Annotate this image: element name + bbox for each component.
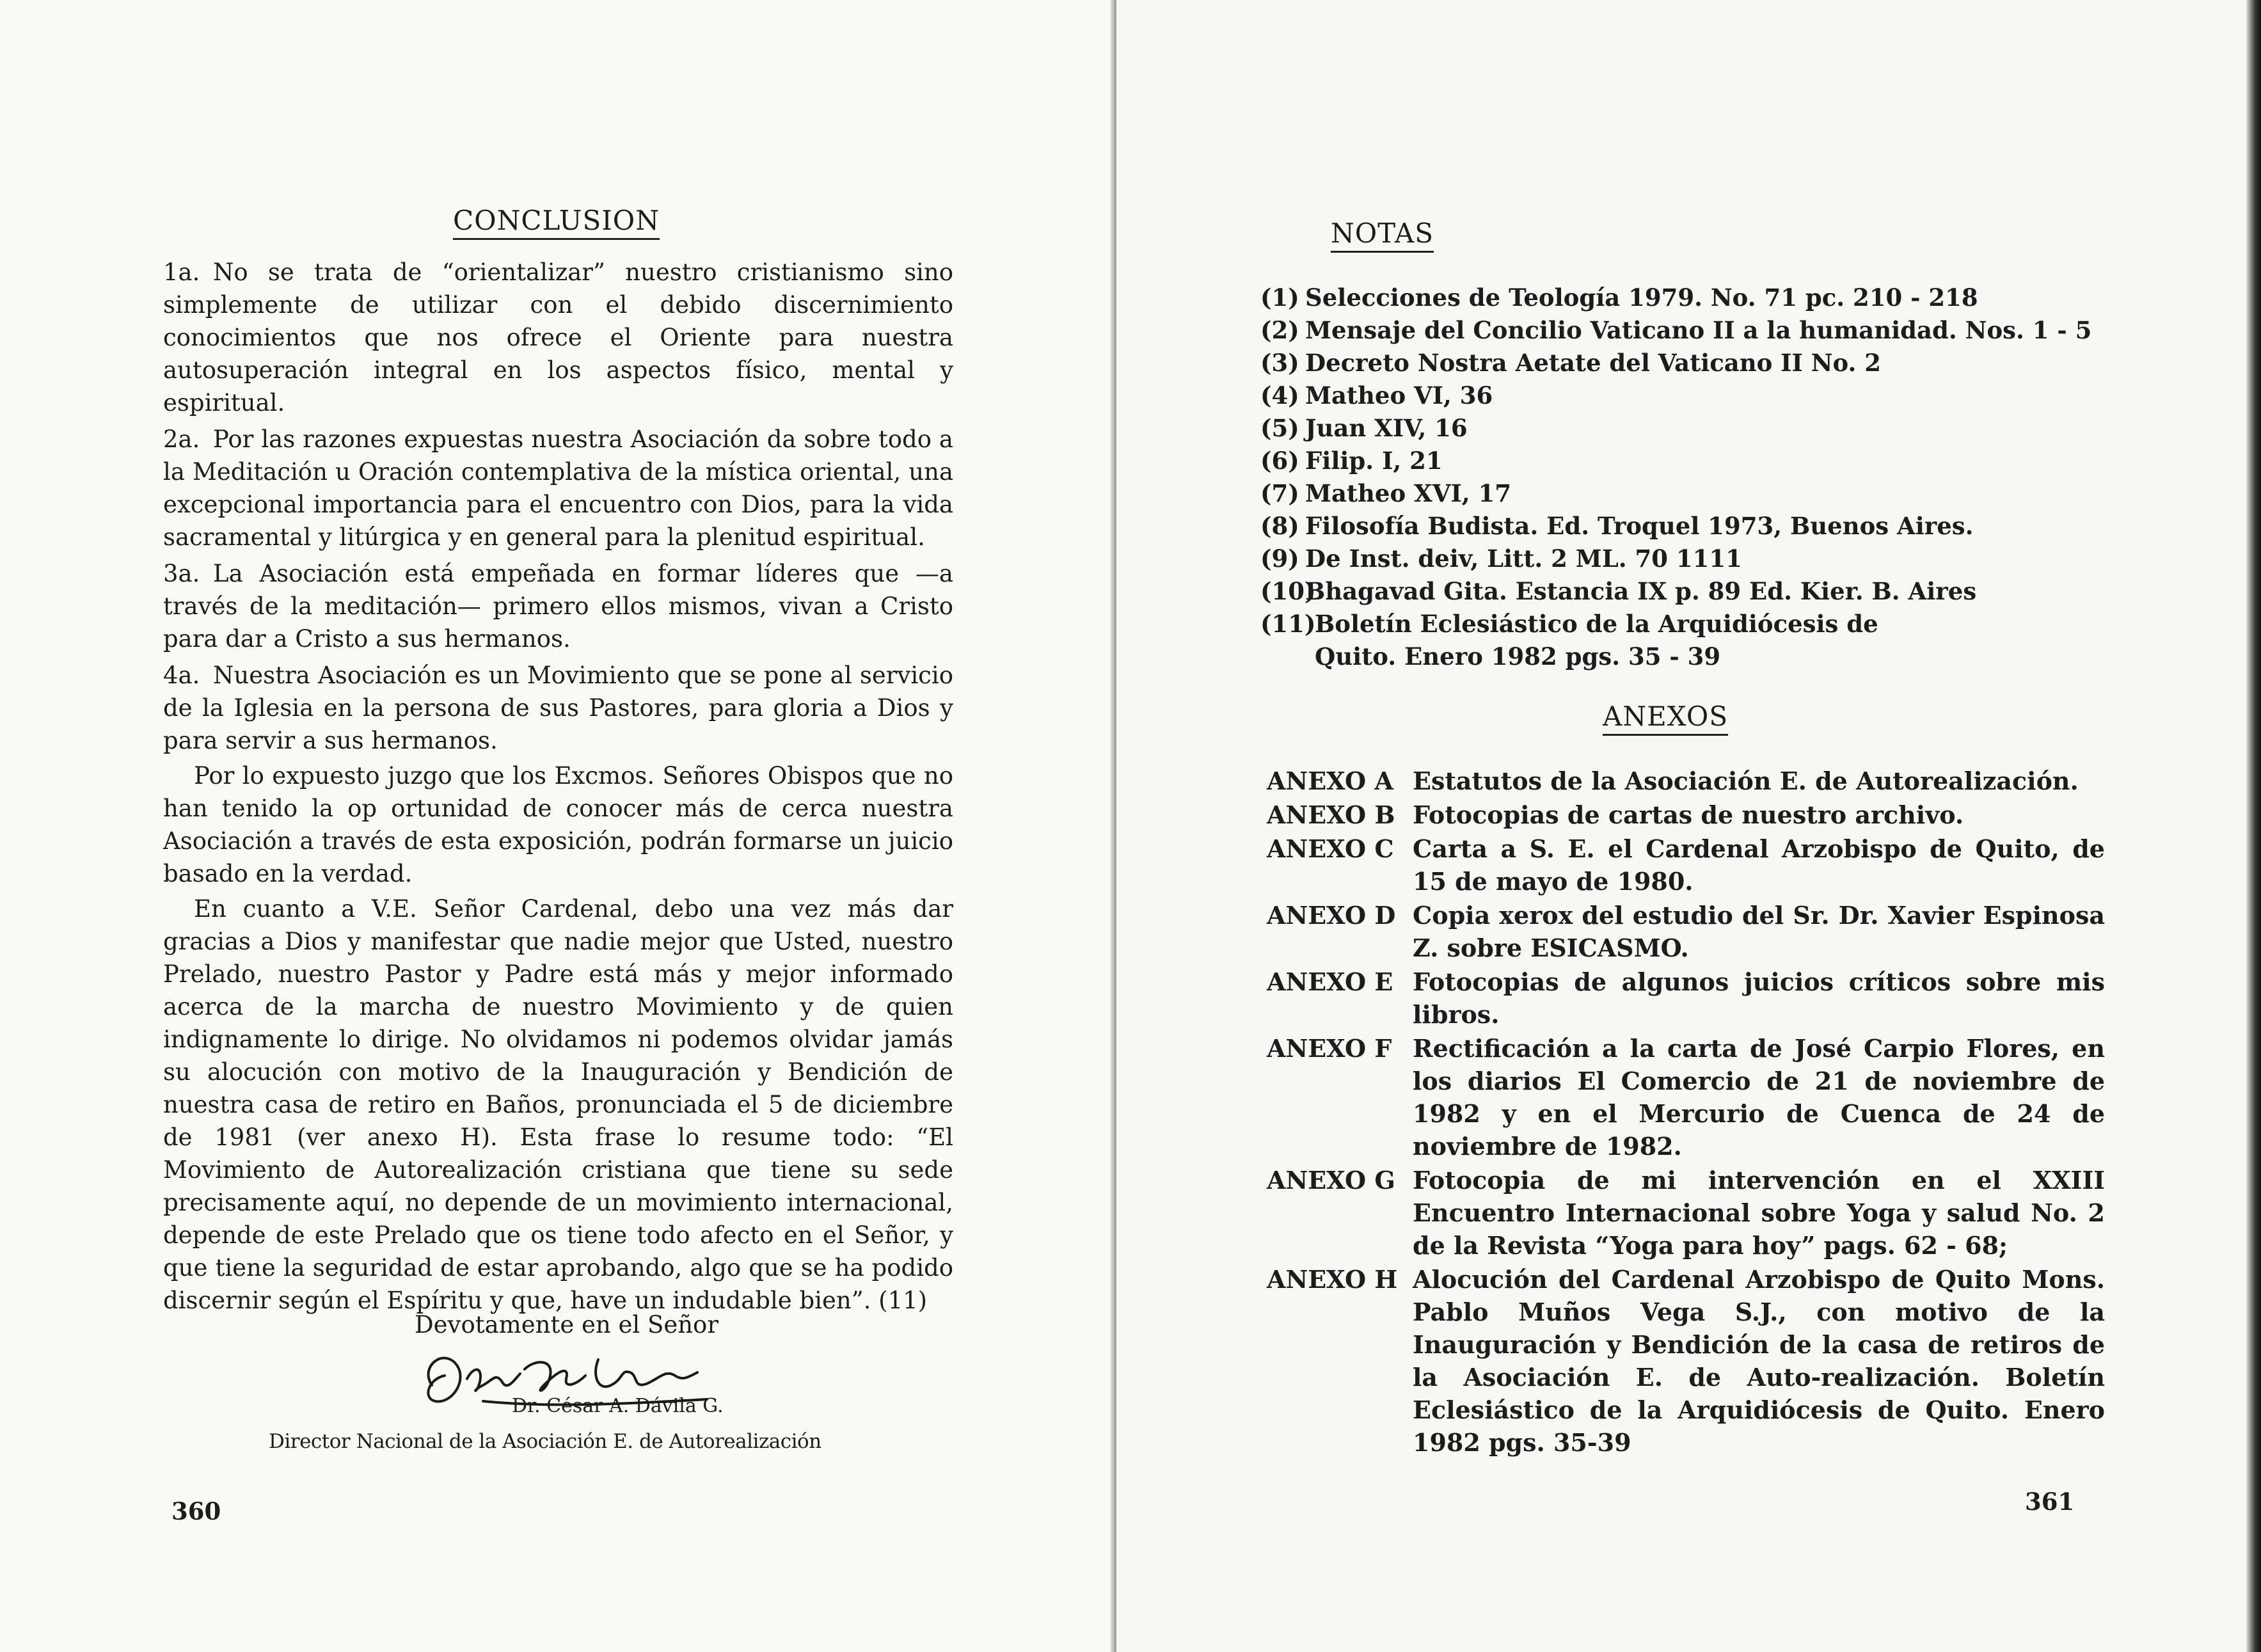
note-item (1260, 477, 2118, 510)
conclusion-point (163, 256, 953, 419)
note-item (1260, 379, 2118, 412)
note-text: Decreto Nostra Aetate del Vaticano II No. 2 (1305, 349, 1882, 377)
left-page (0, 0, 1116, 1652)
annexes-heading: ANEXOS (1603, 702, 1728, 736)
notes-list (1260, 282, 2118, 673)
note-item (1260, 445, 2118, 477)
annex-key: ANEXO E (1267, 967, 1393, 996)
annex-text: Fotocopias de cartas de nuestro archivo. (1413, 800, 1964, 829)
note-number: (2) (1260, 316, 1299, 344)
note-number: (9) (1260, 544, 1299, 573)
point-text: Nuestra Asociación es un Movimiento que se pone al servicio de la Iglesia en la persona de sus Pastores, para gloria a Dios y para servir a sus hermanos. (163, 662, 953, 754)
page-edge-shadow (2246, 0, 2261, 1652)
annex-key: ANEXO G (1267, 1166, 1395, 1195)
note-text: Matheo VI, 36 (1305, 381, 1493, 409)
note-item (1260, 510, 2118, 543)
note-item (1260, 543, 2118, 575)
note-text: Filip. I, 21 (1305, 447, 1443, 475)
annex-item (1267, 765, 2105, 797)
annex-key: ANEXO C (1267, 834, 1394, 863)
conclusion-point (163, 423, 953, 553)
note-number: (5) (1260, 414, 1299, 442)
note-number: (11) (1260, 610, 1316, 638)
annex-item (1267, 965, 2105, 1031)
annex-item (1267, 1164, 2105, 1262)
annex-key: ANEXO H (1267, 1265, 1398, 1294)
note-text: Bhagavad Gita. Estancia IX p. 89 Ed. Kier. B. Aires (1305, 577, 1977, 605)
annex-key: ANEXO A (1267, 766, 1393, 795)
signer-name: Dr. César A. Dávila G. (512, 1395, 724, 1417)
paragraph-excmos: Por lo expuesto juzgo que los Excmos. Señores Obispos que no han tenido la op ortunidad de conocer más de cerca nuestra Asociación a través de esta exposición, podrán formarse un juicio basado en la verdad. (163, 762, 953, 887)
conclusion-point (163, 659, 953, 757)
point-text: No se trata de “orientalizar” nuestro cristianismo sino simplemente de utilizar con el debido discernimiento conocimientos que nos ofrece el Oriente para nuestra autosuperación integral en los aspectos físico, mental y espiritual. (163, 258, 953, 417)
note-text: Selecciones de Teología 1979. No. 71 pc. 210 - 218 (1305, 283, 1978, 312)
annex-text: Copia xerox del estudio del Sr. Dr. Xavier Espinosa Z. sobre ESICASMO. (1413, 901, 2105, 962)
note-number: (3) (1260, 349, 1299, 377)
note-number: (6) (1260, 447, 1299, 475)
point-text: Por las razones expuestas nuestra Asociación da sobre todo a la Meditación u Oración contemplativa de la mística oriental, una excepcional importancia para el encuentro con Dios, para la vida sacramental y litúrgica y en general para la plenitud espiritual. (163, 425, 953, 551)
annex-text: Estatutos de la Asociación E. de Autorealización. (1413, 766, 2079, 795)
note-text: Mensaje del Concilio Vaticano II a la humanidad. Nos. 1 - 5 (1305, 316, 2092, 344)
point-text: La Asociación está empeñada en formar líderes que —a través de la meditación— primero ellos mismos, vivan a Cristo para dar a Cristo a sus hermanos. (163, 560, 953, 653)
note-number: (1) (1260, 283, 1299, 312)
annex-key: ANEXO F (1267, 1034, 1392, 1063)
annex-item (1267, 798, 2105, 831)
point-number: 3a. (163, 560, 200, 587)
notes-heading: NOTAS (1331, 219, 1434, 253)
note-text: Matheo XVI, 17 (1305, 479, 1511, 507)
note-text: Juan XIV, 16 (1305, 414, 1468, 442)
annex-text: Alocución del Cardenal Arzobispo de Quito Mons. Pablo Muños Vega S.J., con motivo de la Inauguración y Bendición de la casa de retiros de la Asociación E. de Auto-realización. Boletín Eclesiástico de la Arquidiócesis de Quito. Enero 1982 pgs. 35-39 (1413, 1265, 2105, 1457)
note-text: De Inst. deiv, Litt. 2 ML. 70 1111 (1305, 544, 1742, 573)
note-item (1260, 314, 2118, 347)
annex-text: Carta a S. E. el Cardenal Arzobispo de Quito, de 15 de mayo de 1980. (1413, 834, 2105, 896)
annex-item (1267, 832, 2105, 898)
annex-item (1267, 1263, 2105, 1459)
note-number: (10) (1260, 577, 1316, 605)
conclusion-heading: CONCLUSION (453, 206, 660, 240)
point-number: 2a. (163, 425, 200, 453)
note-text: Filosofía Budista. Ed. Troquel 1973, Buenos Aires. (1305, 512, 1974, 540)
annex-text: Fotocopias de algunos juicios críticos sobre mis libros. (1413, 967, 2105, 1029)
annex-key: ANEXO B (1267, 800, 1395, 829)
note-number: (8) (1260, 512, 1299, 540)
point-number: 1a. (163, 258, 200, 286)
note-item (1260, 282, 2118, 314)
note-item (1260, 412, 2118, 445)
conclusion-points (163, 256, 953, 761)
signer-title: Director Nacional de la Asociación E. de Autorealización (269, 1430, 821, 1453)
note-text: Boletín Eclesiástico de la Arquidiócesis de Quito. Enero 1982 pgs. 35 - 39 (1315, 610, 1878, 671)
annexes-list (1267, 765, 2105, 1460)
note-item (1260, 608, 1955, 673)
annex-item (1267, 1032, 2105, 1163)
page-number-right: 361 (2025, 1488, 2075, 1516)
annex-item (1267, 899, 2105, 964)
conclusion-point (163, 557, 953, 655)
note-item (1260, 347, 2118, 379)
annex-text: Rectificación a la carta de José Carpio Flores, en los diarios El Comercio de 21 de noviembre de 1982 y en el Mercurio de Cuenca de 24 de noviembre de 1982. (1413, 1034, 2105, 1161)
note-number: (7) (1260, 479, 1299, 507)
right-page (1116, 0, 2261, 1652)
closing-salutation: Devotamente en el Señor (415, 1311, 719, 1338)
annex-key: ANEXO D (1267, 901, 1396, 930)
annex-text: Fotocopia de mi intervención en el XXIII Encuentro Internacional sobre Yoga y salud No. 2 de la Revista “Yoga para hoy” pags. 62 - 68; (1413, 1166, 2105, 1260)
note-number: (4) (1260, 381, 1299, 409)
page-number-left: 360 (171, 1497, 221, 1525)
point-number: 4a. (163, 662, 200, 689)
paragraph-cardenal: En cuanto a V.E. Señor Cardenal, debo una vez más dar gracias a Dios y manifestar que nadie mejor que Usted, nuestro Prelado, nuestro Pastor y Padre está más y mejor informado acerca de la marcha de nuestro Movimiento y de quien indignamente lo dirige. No olvidamos ni podemos olvidar jamás su alocución con motivo de la Inauguración y Bendición de nuestra casa de retiro en Baños, pronunciada el 5 de diciembre de 1981 (ver anexo H). Esta frase lo resume todo: “El Movimiento de Autorealización cristiana que tiene su sede precisamente aquí, no depende de un movimiento internacional, depende de este Prelado que os tiene todo afecto en el Señor, y que tiene la seguridad de estar aprobando, algo que se ha podido discernir según el Espíritu y que, have un indudable bien”. (11) (163, 895, 953, 1314)
note-item (1260, 575, 2118, 608)
